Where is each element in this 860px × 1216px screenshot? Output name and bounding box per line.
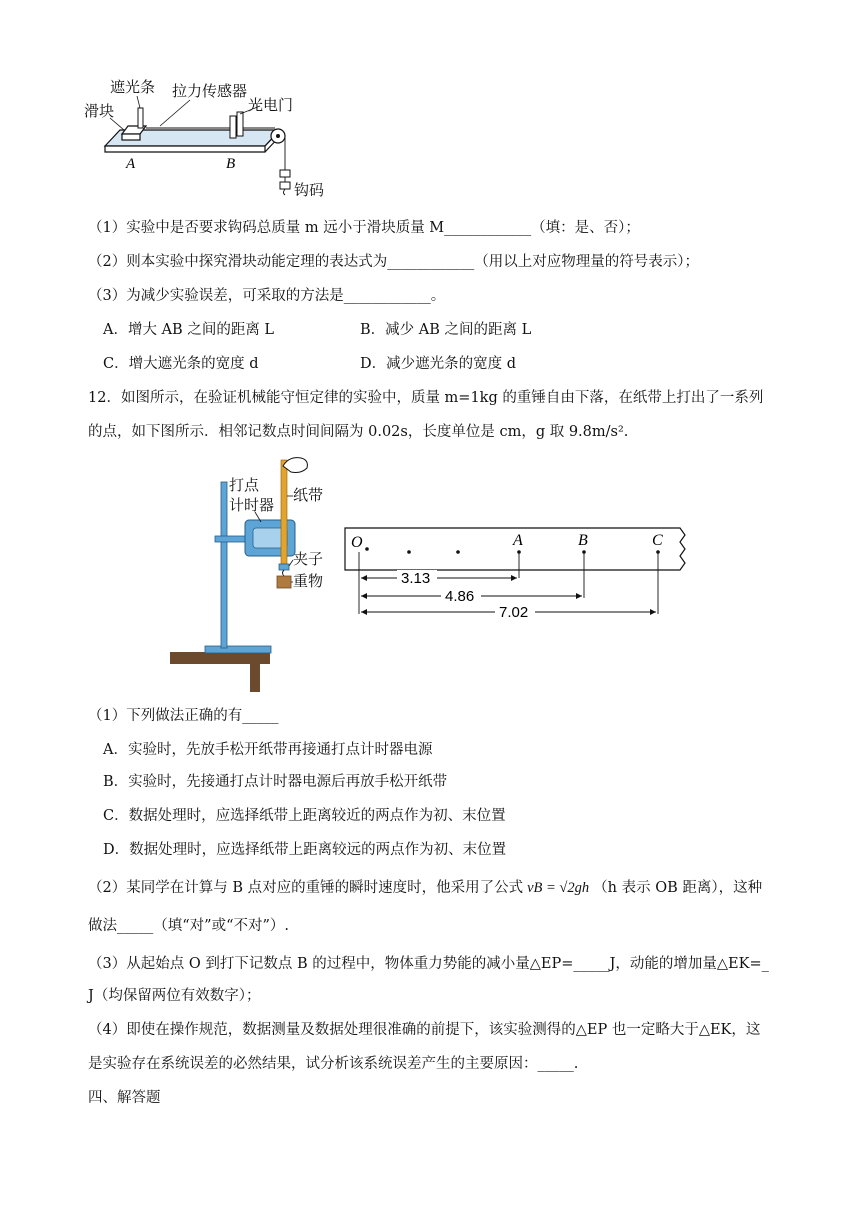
q12-intro-line2: 的点，如下图所示．相邻记数点时间间隔为 0.02s，长度单位是 cm，g 取 9.8m/s².: [88, 424, 629, 440]
q12-part3-cont: J（均保留两位有效数字）；: [88, 988, 261, 1004]
q12-option-a: A．实验时，先放手松开纸带再接通打点计时器电源: [103, 742, 433, 758]
q11-option-b: B．减少 AB 之间的距离 L: [360, 322, 532, 338]
q12-option-b: B．实验时，先接通打点计时器电源后再放手松开纸带: [103, 774, 448, 790]
q12-part4: （4）即使在操作规范，数据测量及数据处理很准确的前提下，该实验测得的△EP 也一定略大于△EK，这: [88, 1022, 761, 1038]
fig2-label-tape: 纸带: [293, 486, 324, 504]
q12-option-c: C．数据处理时，应选择纸带上距离较近的两点作为初、末位置: [103, 808, 506, 824]
fig2-label-clip: 夹子: [293, 550, 324, 568]
fig2-label-timer-2: 计时器: [229, 496, 275, 514]
fig2-label-weight: 重物: [293, 572, 324, 590]
fig1-label-b: B: [226, 156, 236, 172]
q12-part2-cont: 做法_____（填“对”或“不对”）.: [88, 918, 290, 934]
q12-part2-text-b: （h 表示 OB 距离），这种: [593, 880, 763, 896]
distance-ob: 4.86: [445, 588, 475, 605]
fig1-label-gate: 光电门: [248, 96, 294, 114]
velocity-formula: vB = √2gh: [527, 880, 590, 896]
q12-part1: （1）下列做法正确的有_____: [88, 708, 279, 724]
q11-part3: （3）为减少实验误差，可采取的方法是____________。: [88, 288, 446, 304]
q12-part3: （3）从起始点 O 到打下记数点 B 的过程中，物体重力势能的减小量△EP=_____J，动能的增加量△EK=_: [88, 956, 769, 972]
q12-intro-line1: 12．如图所示，在验证机械能守恒定律的实验中，质量 m=1kg 的重锤自由下落，在纸带上打出了一系列: [88, 390, 764, 406]
fig1-label-a: A: [126, 156, 136, 172]
fig2-label-timer-1: 打点: [229, 476, 260, 494]
slider-apparatus-figure: [80, 78, 350, 208]
tape-point-b: B: [578, 532, 588, 549]
q11-part1: （1）实验中是否要求钩码总质量 m 远小于滑块质量 M____________（填：是、否）；: [88, 220, 640, 236]
q11-option-d: D．减少遮光条的宽度 d: [360, 356, 517, 372]
tape-point-o: O: [351, 534, 363, 551]
q12-part4-cont: 是实验存在系统误差的必然结果，试分析该系统误差产生的主要原因：_____.: [88, 1056, 579, 1072]
fig1-label-weights: 钩码: [294, 181, 325, 199]
tape-point-c: C: [652, 532, 663, 549]
q11-option-a: A．增大 AB 之间的距离 L: [103, 322, 275, 338]
free-fall-apparatus-figure: [165, 452, 705, 694]
section-heading: 四、解答题: [88, 1090, 161, 1106]
q12-part2: [88, 878, 762, 898]
q12-part2-text-a: （2）某同学在计算与 B 点对应的重锤的瞬时速度时，他采用了公式: [88, 880, 524, 896]
q12-option-d: D．数据处理时，应选择纸带上距离较远的两点作为初、末位置: [103, 842, 507, 858]
q11-option-c: C．增大遮光条的宽度 d: [103, 356, 259, 372]
q11-part2: （2）则本实验中探究滑块动能定理的表达式为____________（用以上对应物理量的符号表示）；: [88, 254, 699, 270]
fig1-label-slider: 滑块: [84, 102, 115, 120]
tape-point-a: A: [513, 532, 523, 549]
distance-oc: 7.02: [499, 604, 529, 621]
distance-oa: 3.13: [401, 570, 431, 587]
fig1-label-sensor: 拉力传感器: [172, 82, 248, 100]
fig1-label-strip: 遮光条: [110, 78, 156, 96]
